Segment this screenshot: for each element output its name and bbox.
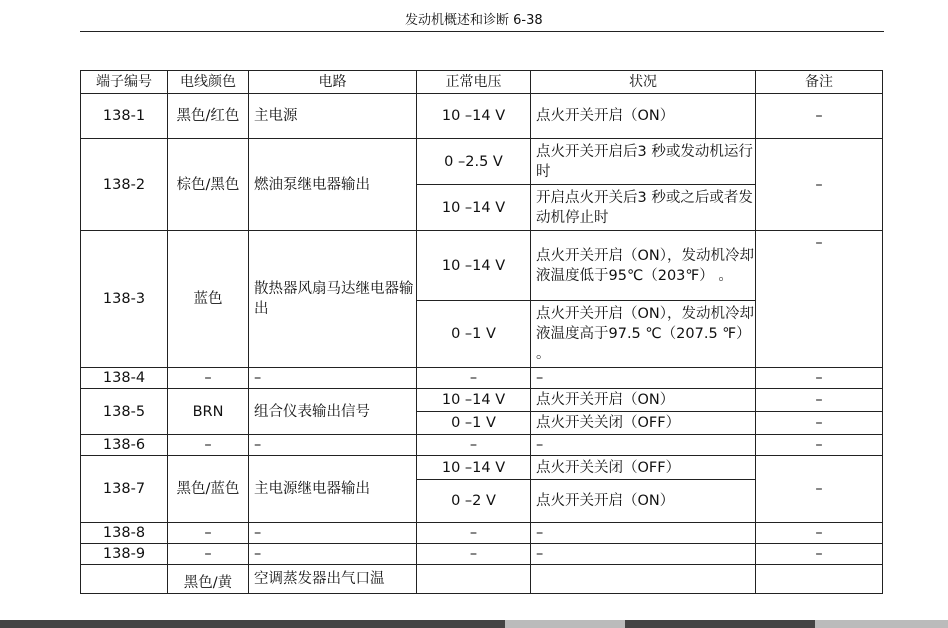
condition-cell: – [531,523,756,544]
table-row [81,565,883,594]
condition-cell: – [531,544,756,565]
note-cell: – [756,544,883,565]
terminal-cell: 138-6 [81,435,168,456]
table-row [81,231,883,301]
circuit-cell: 主电源继电器输出 [249,456,417,523]
condition-cell: 点火开关关闭（OFF） [531,412,756,435]
column-header: 状况 [531,71,756,94]
viewer-toolbar-segment [815,620,948,628]
table-row [81,139,883,185]
note-cell: – [756,456,883,523]
wire-color-cell: 蓝色 [168,231,249,368]
circuit-cell: 组合仪表输出信号 [249,389,417,435]
voltage-cell: 0 –1 V [417,412,531,435]
terminal-cell: 138-3 [81,231,168,368]
condition-cell: – [531,435,756,456]
terminal-cell: 138-9 [81,544,168,565]
column-header: 备注 [756,71,883,94]
condition-cell: – [531,368,756,389]
voltage-cell: 10 –14 V [417,456,531,480]
circuit-cell: – [249,435,417,456]
wire-color-cell: BRN [168,389,249,435]
condition-cell: 点火开关开启（ON），发动机冷却液温度高于97.5 ℃（207.5 ℉） 。 [531,301,756,368]
circuit-cell: 主电源 [249,94,417,139]
terminal-cell: 138-7 [81,456,168,523]
voltage-cell: 10 –14 V [417,231,531,301]
wire-color-cell: 黑色/黄 [168,565,249,594]
table-row [81,456,883,480]
voltage-cell: 0 –1 V [417,301,531,368]
voltage-cell: – [417,435,531,456]
circuit-cell: 燃油泵继电器输出 [249,139,417,231]
terminal-cell [81,565,168,594]
wire-color-cell: 黑色/蓝色 [168,456,249,523]
note-cell: – [756,368,883,389]
voltage-cell: 0 –2 V [417,480,531,523]
wire-color-cell: – [168,544,249,565]
voltage-cell: – [417,544,531,565]
voltage-cell: – [417,368,531,389]
voltage-cell [417,565,531,594]
column-header: 电线颜色 [168,71,249,94]
header-rule [80,31,884,32]
terminal-cell: 138-2 [81,139,168,231]
table-row [81,544,883,565]
condition-cell: 点火开关开启后3 秒或发动机运行时 [531,139,756,185]
condition-cell: 开启点火开关后3 秒或之后或者发动机停止时 [531,185,756,231]
terminal-cell: 138-4 [81,368,168,389]
voltage-cell: 10 –14 V [417,94,531,139]
voltage-cell: – [417,523,531,544]
wire-color-cell: 棕色/黑色 [168,139,249,231]
condition-cell: 点火开关关闭（OFF） [531,456,756,480]
column-header: 正常电压 [417,71,531,94]
wire-color-cell: – [168,435,249,456]
table-row [81,389,883,412]
note-cell: – [756,139,883,231]
terminal-cell: 138-8 [81,523,168,544]
note-cell: – [756,412,883,435]
condition-cell: 点火开关开启（ON） [531,389,756,412]
column-header: 端子编号 [81,71,168,94]
terminal-cell: 138-1 [81,94,168,139]
voltage-cell: 0 –2.5 V [417,139,531,185]
table-row [81,94,883,139]
wire-color-cell: – [168,368,249,389]
column-header: 电路 [249,71,417,94]
condition-cell: 点火开关开启（ON） [531,480,756,523]
condition-cell: 点火开关开启（ON） [531,94,756,139]
wire-color-cell: 黑色/红色 [168,94,249,139]
voltage-cell: 10 –14 V [417,185,531,231]
note-cell: – [756,389,883,412]
table-header-row [81,71,883,94]
terminal-cell: 138-5 [81,389,168,435]
circuit-cell: – [249,544,417,565]
note-cell: – [756,435,883,456]
circuit-cell: – [249,368,417,389]
voltage-cell: 10 –14 V [417,389,531,412]
circuit-cell: – [249,523,417,544]
viewer-toolbar-segment [505,620,625,628]
circuit-cell: 空调蒸发器出气口温 [249,565,417,594]
terminal-table [80,70,883,594]
note-cell: – [756,94,883,139]
table-row [81,523,883,544]
note-cell: – [756,231,883,368]
note-cell [756,565,883,594]
circuit-cell: 散热器风扇马达继电器输出 [249,231,417,368]
wire-color-cell: – [168,523,249,544]
condition-cell: 点火开关开启（ON），发动机冷却液温度低于95℃（203℉） 。 [531,231,756,301]
condition-cell [531,565,756,594]
table-row [81,435,883,456]
table-row [81,368,883,389]
page-title: 发动机概述和诊断 6-38 [405,13,543,28]
viewer-bottom-bar [0,620,948,628]
note-cell: – [756,523,883,544]
